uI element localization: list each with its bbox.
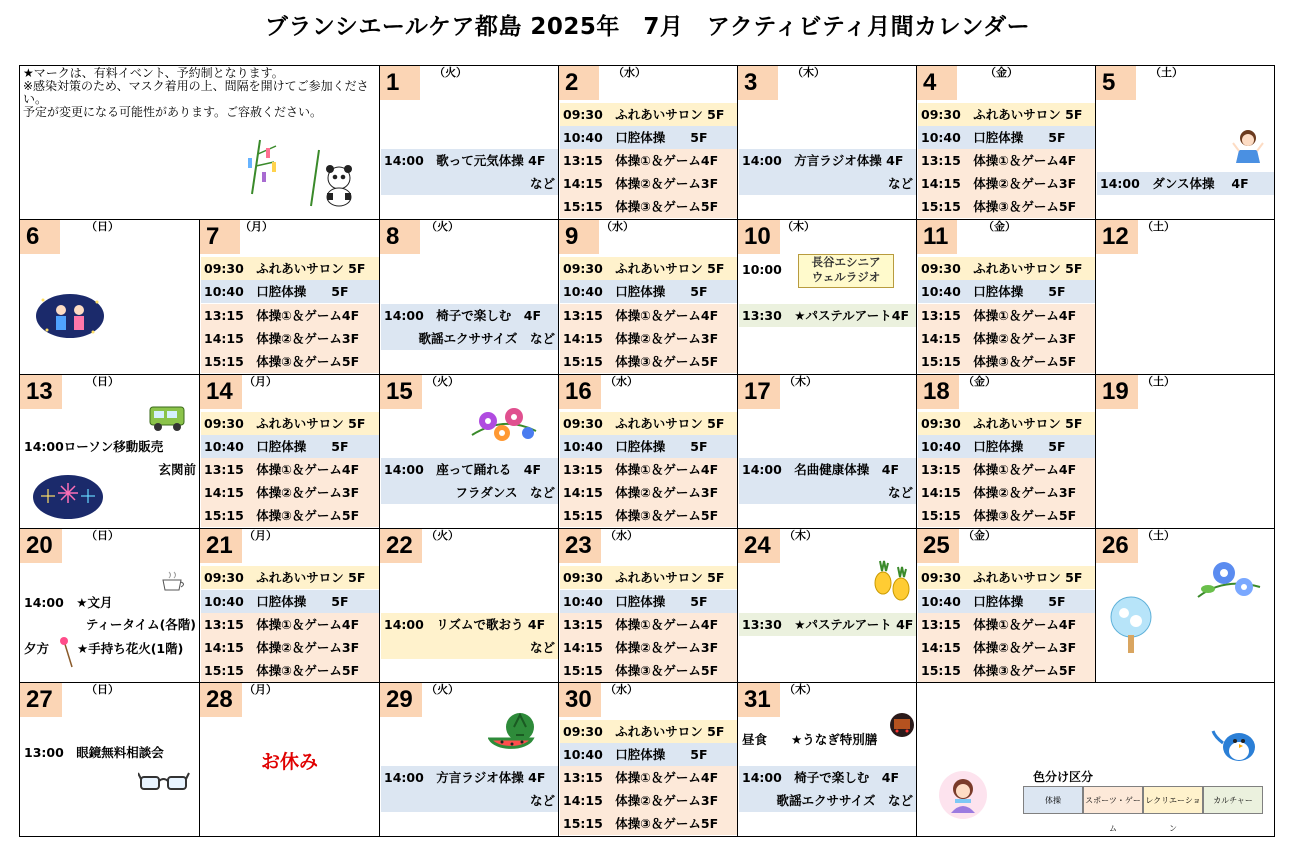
orihime-hikoboshi-icon — [35, 290, 105, 342]
notes-cell — [19, 65, 380, 220]
day-cell-27 — [19, 682, 200, 837]
event: 14:00ローソン移動販売 — [21, 435, 200, 458]
event: 10:40 口腔体操 5F — [560, 590, 738, 613]
day-of-week: （木） — [784, 529, 817, 542]
day-of-week: （月） — [244, 375, 277, 388]
day-number: 14 — [200, 375, 242, 409]
day-cell-3 — [737, 65, 917, 220]
event: 10:00 — [739, 255, 789, 285]
event: 13:15 体操①＆ゲーム4F — [918, 458, 1096, 481]
event: 09:30 ふれあいサロン 5F — [560, 720, 738, 743]
day-number: 18 — [917, 375, 959, 409]
event: 09:30 ふれあいサロン 5F — [918, 412, 1096, 435]
note-line: ★マークは、有料イベント、予約制となります。 — [23, 66, 284, 80]
event-suffix: など — [739, 481, 917, 504]
day-of-week: （火） — [426, 529, 459, 542]
event: 13:00 眼鏡無料相談会 — [21, 741, 200, 764]
day-of-week: （月） — [240, 220, 273, 233]
event-suffix: など — [381, 789, 559, 812]
legend-row — [1023, 786, 1263, 833]
event: 13:15 体操①＆ゲーム4F — [560, 458, 738, 481]
day-cell-13 — [19, 374, 200, 529]
note-line: ※感染対策のため、マスク着用の上、間隔を開けてご参加ください。 — [23, 79, 369, 106]
event: 14:15 体操②＆ゲーム3F — [560, 636, 738, 659]
event-suffix: など — [739, 172, 917, 195]
day-of-week: （金） — [985, 66, 1018, 79]
event: 13:15 体操①＆ゲーム4F — [201, 304, 380, 327]
day-of-week: （月） — [244, 529, 277, 542]
day-of-week: （日） — [86, 220, 119, 233]
day-cell-11 — [916, 219, 1096, 375]
event-suffix: 歌謡エクササイズ など — [739, 789, 917, 812]
event-suffix: 玄関前 — [21, 458, 200, 481]
day-number: 17 — [738, 375, 780, 409]
legend-cell — [916, 682, 1275, 837]
day-of-week: （金） — [963, 529, 996, 542]
day-of-week: （土） — [1142, 220, 1175, 233]
day-cell-25 — [916, 528, 1096, 683]
day-cell-21 — [199, 528, 380, 683]
day-cell-17 — [737, 374, 917, 529]
event: 15:15 体操③＆ゲーム5F — [918, 504, 1096, 527]
event: 夕方 — [21, 637, 61, 660]
day-number: 6 — [20, 220, 60, 254]
event: 09:30 ふれあいサロン 5F — [201, 412, 380, 435]
event: 10:40 口腔体操 5F — [560, 743, 738, 766]
event: 13:15 体操①＆ゲーム4F — [201, 613, 380, 636]
day-cell-24 — [737, 528, 917, 683]
day-number: 20 — [20, 529, 62, 563]
event: 14:00 方言ラジオ体操 4F — [381, 766, 559, 789]
event: 昼食 — [739, 728, 783, 751]
event: 10:40 口腔体操 5F — [560, 126, 738, 149]
event: 14:15 体操②＆ゲーム3F — [201, 481, 380, 504]
legend-item-sports: スポーツ・ゲーム — [1083, 786, 1143, 814]
event: 15:15 体操③＆ゲーム5F — [560, 350, 738, 373]
day-of-week: （木） — [784, 683, 817, 696]
event: 13:15 体操①＆ゲーム4F — [201, 458, 380, 481]
day-cell-12 — [1095, 219, 1275, 375]
day-cell-30 — [558, 682, 738, 837]
page-title: ブランシエールケア都島 2025年 7月 アクティビティ月間カレンダー — [264, 14, 1031, 40]
day-cell-1 — [379, 65, 559, 220]
day-number: 13 — [20, 375, 62, 409]
day-number: 27 — [20, 683, 62, 717]
day-of-week: （日） — [86, 529, 119, 542]
event: 09:30 ふれあいサロン 5F — [918, 566, 1096, 589]
event: 14:00 椅子で楽しむ 4F — [381, 304, 559, 327]
event: 10:40 口腔体操 5F — [201, 435, 380, 458]
day-number: 8 — [380, 220, 420, 254]
day-of-week: （月） — [244, 683, 277, 696]
event: 10:40 口腔体操 5F — [918, 280, 1096, 303]
day-cell-18 — [916, 374, 1096, 529]
day-of-week: （火） — [434, 66, 467, 79]
event: 09:30 ふれあいサロン 5F — [201, 566, 380, 589]
event: 09:30 ふれあいサロン 5F — [560, 412, 738, 435]
day-number: 30 — [559, 683, 601, 717]
event: 09:30 ふれあいサロン 5F — [560, 103, 738, 126]
day-cell-5 — [1095, 65, 1275, 220]
day-number: 2 — [559, 66, 599, 100]
day-number: 21 — [200, 529, 242, 563]
day-of-week: （水） — [605, 683, 638, 696]
day-cell-6 — [19, 219, 200, 375]
day-cell-10 — [737, 219, 917, 375]
penguin-icon — [1209, 727, 1261, 767]
event: 15:15 体操③＆ゲーム5F — [560, 195, 738, 218]
day-cell-16 — [558, 374, 738, 529]
event: 13:30 ★パステルアート4F — [739, 304, 917, 327]
day-of-week: （水） — [605, 529, 638, 542]
event: 14:15 体操②＆ゲーム3F — [201, 327, 380, 350]
event-suffix: フラダンス など — [381, 481, 559, 504]
day-number: 12 — [1096, 220, 1138, 254]
day-number: 25 — [917, 529, 959, 563]
day-number: 29 — [380, 683, 422, 717]
event: 13:15 体操①＆ゲーム4F — [560, 304, 738, 327]
event: 14:00 ★文月 — [21, 591, 200, 614]
day-of-week: （水） — [613, 66, 646, 79]
legend-item-culture: カルチャー — [1203, 786, 1263, 814]
day-of-week: （水） — [601, 220, 634, 233]
day-number: 1 — [380, 66, 420, 100]
legend-item-recreation: レクリエーション — [1143, 786, 1203, 814]
radio-sticker-line: 長谷エシニア — [811, 255, 881, 269]
day-number: 11 — [917, 220, 957, 254]
event: 13:15 体操①＆ゲーム4F — [560, 613, 738, 636]
event: 14:00 座って踊れる 4F — [381, 458, 559, 481]
eel-lunch-icon — [888, 711, 916, 739]
event: 15:15 体操③＆ゲーム5F — [201, 659, 380, 682]
day-cell-31 — [737, 682, 917, 837]
event: 10:40 口腔体操 5F — [201, 590, 380, 613]
day-of-week: （土） — [1142, 529, 1175, 542]
event: 15:15 体操③＆ゲーム5F — [918, 659, 1096, 682]
day-cell-14 — [199, 374, 380, 529]
day-of-week: （日） — [86, 375, 119, 388]
event-suffix: 歌謡エクササイズ など — [381, 327, 559, 350]
event: 14:00 ダンス体操 4F — [1097, 172, 1275, 195]
morning-glory-icon — [468, 405, 540, 445]
day-off-label: お休み — [260, 751, 318, 773]
day-number: 22 — [380, 529, 422, 563]
day-number: 10 — [738, 220, 780, 254]
day-of-week: （水） — [605, 375, 638, 388]
event: 14:00 歌って元気体操 4F — [381, 149, 559, 172]
day-cell-2 — [558, 65, 738, 220]
day-number: 23 — [559, 529, 601, 563]
event: 14:15 体操②＆ゲーム3F — [201, 636, 380, 659]
event: 14:15 体操②＆ゲーム3F — [560, 172, 738, 195]
day-number: 4 — [917, 66, 957, 100]
event: 15:15 体操③＆ゲーム5F — [918, 195, 1096, 218]
day-cell-20 — [19, 528, 200, 683]
event: 14:15 体操②＆ゲーム3F — [918, 327, 1096, 350]
day-number: 19 — [1096, 375, 1138, 409]
glasses-icon — [138, 769, 190, 795]
day-cell-29 — [379, 682, 559, 837]
day-cell-26 — [1095, 528, 1275, 683]
legend-title: 色分け区分 — [1033, 770, 1094, 784]
dancing-girl-icon — [1231, 126, 1267, 164]
day-number: 15 — [380, 375, 422, 409]
day-of-week: （火） — [426, 220, 459, 233]
day-number: 5 — [1096, 66, 1136, 100]
event: 09:30 ふれあいサロン 5F — [560, 566, 738, 589]
event: 15:15 体操③＆ゲーム5F — [918, 350, 1096, 373]
event: 13:15 体操①＆ゲーム4F — [560, 149, 738, 172]
radio-sticker-line: ウェルラジオ — [811, 270, 881, 284]
event: 15:15 体操③＆ゲーム5F — [560, 812, 738, 835]
event: 15:15 体操③＆ゲーム5F — [201, 504, 380, 527]
day-number: 16 — [559, 375, 601, 409]
day-cell-15 — [379, 374, 559, 529]
event: 14:00 椅子で楽しむ 4F — [739, 766, 917, 789]
event: 10:40 口腔体操 5F — [918, 435, 1096, 458]
day-of-week: （土） — [1142, 375, 1175, 388]
event: 14:15 体操②＆ゲーム3F — [918, 636, 1096, 659]
event: 09:30 ふれあいサロン 5F — [918, 103, 1096, 126]
tanabata-bamboo-icon — [242, 136, 302, 196]
event: 14:15 体操②＆ゲーム3F — [560, 789, 738, 812]
event: 14:15 体操②＆ゲーム3F — [918, 172, 1096, 195]
day-cell-19 — [1095, 374, 1275, 529]
day-of-week: （金） — [983, 220, 1016, 233]
day-number: 7 — [200, 220, 240, 254]
pineapple-icon — [870, 557, 914, 603]
event: 15:15 体操③＆ゲーム5F — [560, 504, 738, 527]
day-cell-23 — [558, 528, 738, 683]
event: 09:30 ふれあいサロン 5F — [201, 257, 380, 280]
event: 14:15 体操②＆ゲーム3F — [560, 327, 738, 350]
mobile-sales-truck-icon — [148, 403, 190, 433]
watermelon-icon — [488, 709, 538, 753]
day-of-week: （金） — [963, 375, 996, 388]
event: 13:15 体操①＆ゲーム4F — [918, 613, 1096, 636]
event: 10:40 口腔体操 5F — [201, 280, 380, 303]
day-of-week: （火） — [426, 375, 459, 388]
day-of-week: （木） — [782, 220, 815, 233]
day-number: 9 — [559, 220, 599, 254]
note-line: 予定が変更になる可能性があります。ご容赦ください。 — [23, 105, 323, 119]
event: 13:15 体操①＆ゲーム4F — [918, 304, 1096, 327]
event: 13:30 ★パステルアート 4F — [739, 613, 917, 636]
event: 10:40 口腔体操 5F — [560, 435, 738, 458]
event: 09:30 ふれあいサロン 5F — [918, 257, 1096, 280]
event: 14:15 体操②＆ゲーム3F — [918, 481, 1096, 504]
cooling-woman-icon — [937, 769, 989, 821]
day-of-week: （日） — [86, 683, 119, 696]
panda-icon — [305, 148, 360, 208]
uchiwa-fan-icon — [1106, 595, 1156, 655]
event: 15:15 体操③＆ゲーム5F — [201, 350, 380, 373]
day-of-week: （木） — [784, 375, 817, 388]
day-number: 24 — [738, 529, 780, 563]
event: 09:30 ふれあいサロン 5F — [560, 257, 738, 280]
day-cell-9 — [558, 219, 738, 375]
event: 13:15 体操①＆ゲーム4F — [918, 149, 1096, 172]
day-of-week: （土） — [1150, 66, 1183, 79]
fireworks-icon — [32, 473, 104, 521]
event-suffix: など — [381, 172, 559, 195]
day-of-week: （火） — [426, 683, 459, 696]
day-number: 31 — [738, 683, 780, 717]
event: 14:00 リズムで歌おう 4F — [381, 613, 559, 636]
event: ★うなぎ特別膳 — [788, 728, 906, 751]
event: 10:40 口腔体操 5F — [918, 590, 1096, 613]
event: 14:15 体操②＆ゲーム3F — [560, 481, 738, 504]
day-cell-22 — [379, 528, 559, 683]
event: 15:15 体操③＆ゲーム5F — [560, 659, 738, 682]
event: 10:40 口腔体操 5F — [918, 126, 1096, 149]
event: 14:00 方言ラジオ体操 4F — [739, 149, 917, 172]
event: 14:00 名曲健康体操 4F — [739, 458, 917, 481]
day-number: 3 — [738, 66, 778, 100]
day-number: 28 — [200, 683, 242, 717]
day-cell-28 — [199, 682, 380, 837]
day-cell-4 — [916, 65, 1096, 220]
legend-item-health: 体操 — [1023, 786, 1083, 814]
radio-sticker — [798, 254, 894, 288]
event: 10:40 口腔体操 5F — [560, 280, 738, 303]
day-cell-8 — [379, 219, 559, 375]
morning-glory-icon — [1194, 557, 1264, 603]
event: 13:15 体操①＆ゲーム4F — [560, 766, 738, 789]
day-of-week: （木） — [792, 66, 825, 79]
day-cell-7 — [199, 219, 380, 375]
event: ティータイム(各階) — [21, 613, 200, 636]
day-number: 26 — [1096, 529, 1138, 563]
event-suffix: など — [381, 636, 559, 659]
calendar-grid — [19, 65, 1275, 837]
event: ★手持ち花火(1階) — [74, 637, 199, 660]
